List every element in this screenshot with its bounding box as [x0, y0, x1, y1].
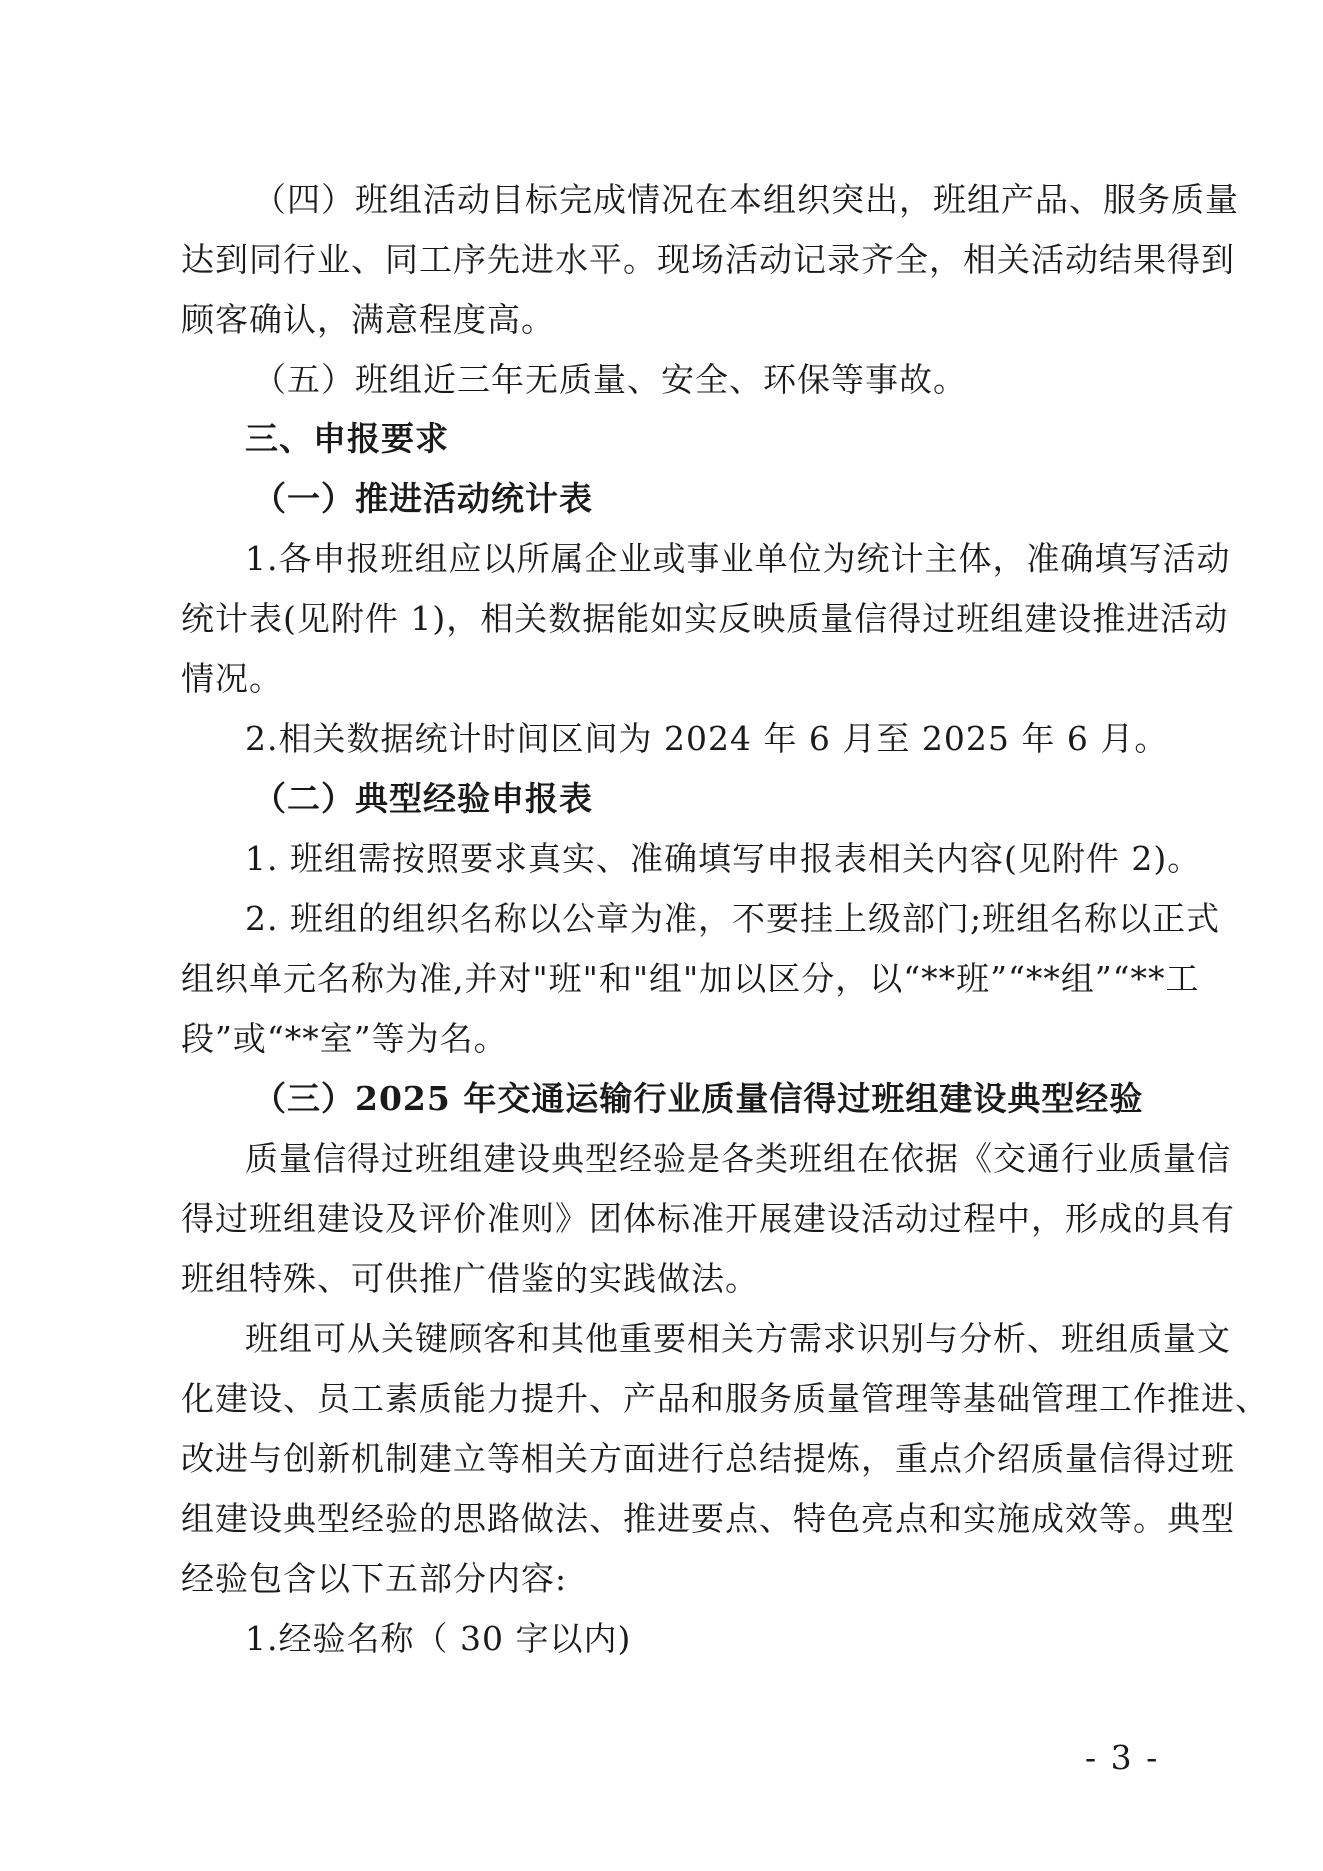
paragraph-experience-line-2: 得过班组建设及评价准则》团体标准开展建设活动过程中，形成的具有: [181, 1199, 1235, 1238]
paragraph-4-line-2: 达到同行业、同工序先进水平。现场活动记录齐全，相关活动结果得到: [181, 240, 1235, 279]
paragraph-experience-line-1: 质量信得过班组建设典型经验是各类班组在依据《交通行业质量信: [245, 1139, 1231, 1178]
item-2-2-line-2: 组织单元名称为准,并对"班"和"组"加以区分，以“**班”“**组”“**工: [181, 959, 1200, 998]
item-3-1: 1.经验名称（ 30 字以内): [245, 1619, 632, 1658]
item-2-1: 1. 班组需按照要求真实、准确填写申报表相关内容(见附件 2)。: [245, 839, 1202, 878]
item-2-2-line-1: 2. 班组的组织名称以公章为准，不要挂上级部门;班组名称以正式: [245, 899, 1221, 938]
item-1-1-line-3: 情况。: [181, 659, 283, 698]
paragraph-summary-line-1: 班组可从关键顾客和其他重要相关方需求识别与分析、班组质量文: [245, 1319, 1231, 1358]
paragraph-experience-line-3: 班组特殊、可供推广借鉴的实践做法。: [181, 1259, 759, 1298]
item-1-1-line-1: 1.各申报班组应以所属企业或事业单位为统计主体，准确填写活动: [245, 539, 1231, 578]
paragraph-summary-line-3: 改进与创新机制建立等相关方面进行总结提炼，重点介绍质量信得过班: [181, 1439, 1235, 1478]
paragraph-4-line-3: 顾客确认，满意程度高。: [181, 300, 555, 339]
subsection-3-heading: （三）2025 年交通运输行业质量信得过班组建设典型经验: [253, 1079, 1144, 1118]
page-number: - 3 -: [1085, 1738, 1160, 1777]
paragraph-summary-line-5: 经验包含以下五部分内容:: [181, 1559, 568, 1598]
subsection-2-heading: （二）典型经验申报表: [253, 779, 593, 818]
paragraph-summary-line-2: 化建设、员工素质能力提升、产品和服务质量管理等基础管理工作推进、: [181, 1379, 1269, 1418]
item-1-2: 2.相关数据统计时间区间为 2024 年 6 月至 2025 年 6 月。: [245, 719, 1169, 758]
paragraph-4-line-1: （四）班组活动目标完成情况在本组织突出，班组产品、服务质量: [253, 180, 1239, 219]
paragraph-5: （五）班组近三年无质量、安全、环保等事故。: [253, 360, 967, 399]
subsection-1-heading: （一）推进活动统计表: [253, 479, 593, 518]
section-3-heading: 三、申报要求: [245, 419, 449, 458]
item-1-1-line-2: 统计表(见附件 1)，相关数据能如实反映质量信得过班组建设推进活动: [181, 599, 1229, 638]
item-2-2-line-3: 段”或“**室”等为名。: [181, 1019, 508, 1058]
paragraph-summary-line-4: 组建设典型经验的思路做法、推进要点、特色亮点和实施成效等。典型: [181, 1499, 1235, 1538]
